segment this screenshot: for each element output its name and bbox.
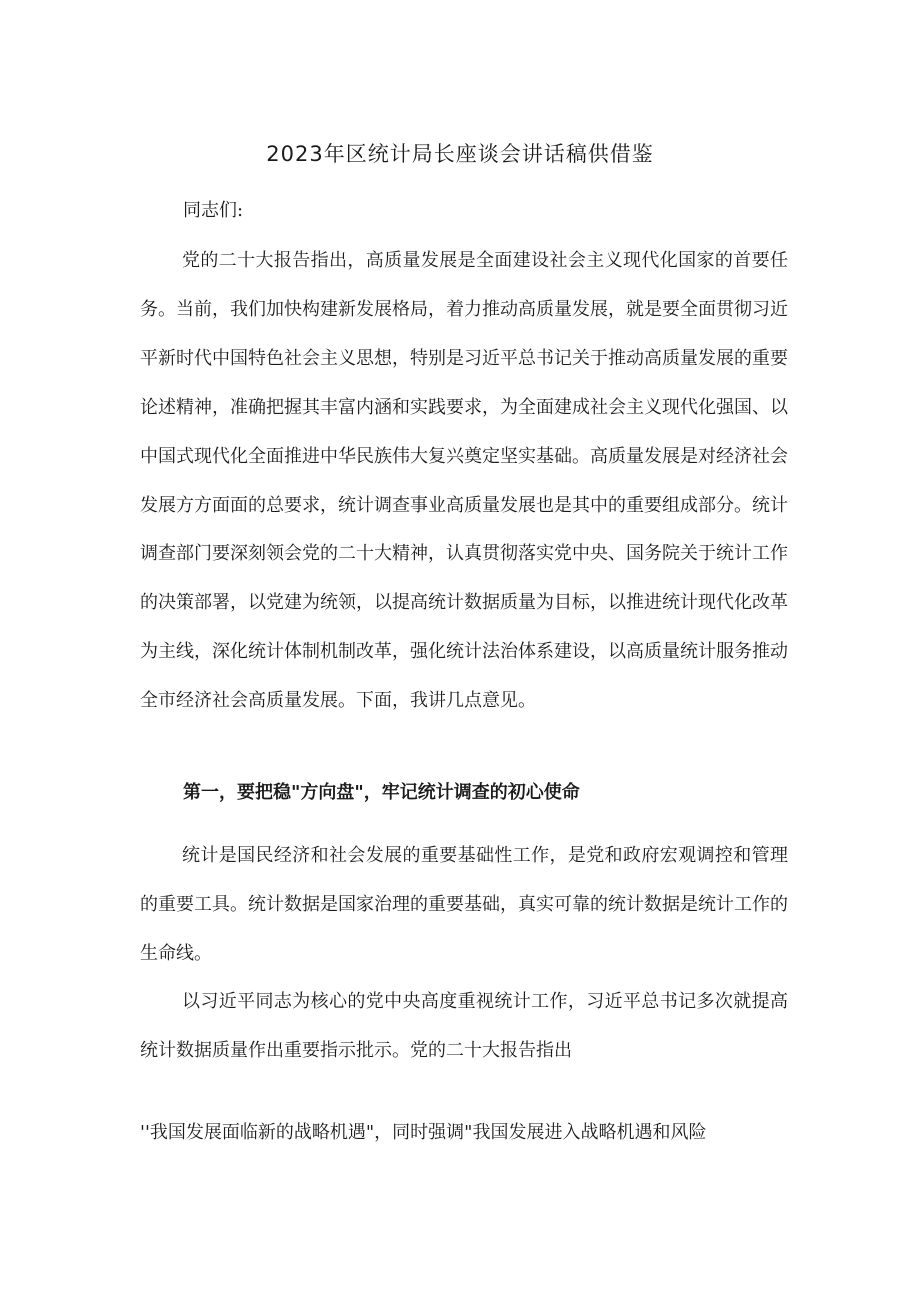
document-title: 2023年区统计局长座谈会讲话稿供借鉴 [266,142,654,166]
body-paragraph: 党的二十大报告指出，高质量发展是全面建设社会主义现代化国家的首要任务。当前，我们加快构建新发展格局，着力推动高质量发展，就是要全面贯彻习近平新时代中国特色社会主义思想，特别是习近平总书记关于推动高质量发展的重要论述精神，准确把握其丰富内涵和实践要求，为全面建成社会主义现代化强国、以中国式现代化全面推进中华民族伟大复兴奠定坚实基础。高质量发展是对经济社会发展方方面面的总要求，统计调查事业高质量发展也是其中的重要组成部分。统计调查部门要深刻领会党的二十大精神，认真贯彻落实党中央、国务院关于统计工作的决策部署，以党建为统领，以提高统计数据质量为目标，以推进统计现代化改革为主线，深化统计体制机制改革，强化统计法治体系建设，以高质量统计服务推动全市经济社会高质量发展。下面，我讲几点意见。 [140,250,788,712]
body-paragraph-continuation: ''我国发展面临新的战略机遇"，同时强调"我国发展进入战略机遇和风险 [140,1122,707,1143]
section-heading: 第一，要把稳"方向盘"，牢记统计调查的初心使命 [183,782,580,803]
body-paragraph: 统计是国民经济和社会发展的重要基础性工作，是党和政府宏观调控和管理的重要工具。统计数据是国家治理的重要基础，真实可靠的统计数据是统计工作的生命线。 [140,845,788,964]
body-paragraph: 以习近平同志为核心的党中央高度重视统计工作，习近平总书记多次就提高统计数据质量作出重要指示批示。党的二十大报告指出 [140,991,788,1061]
salutation: 同志们: [183,200,244,221]
